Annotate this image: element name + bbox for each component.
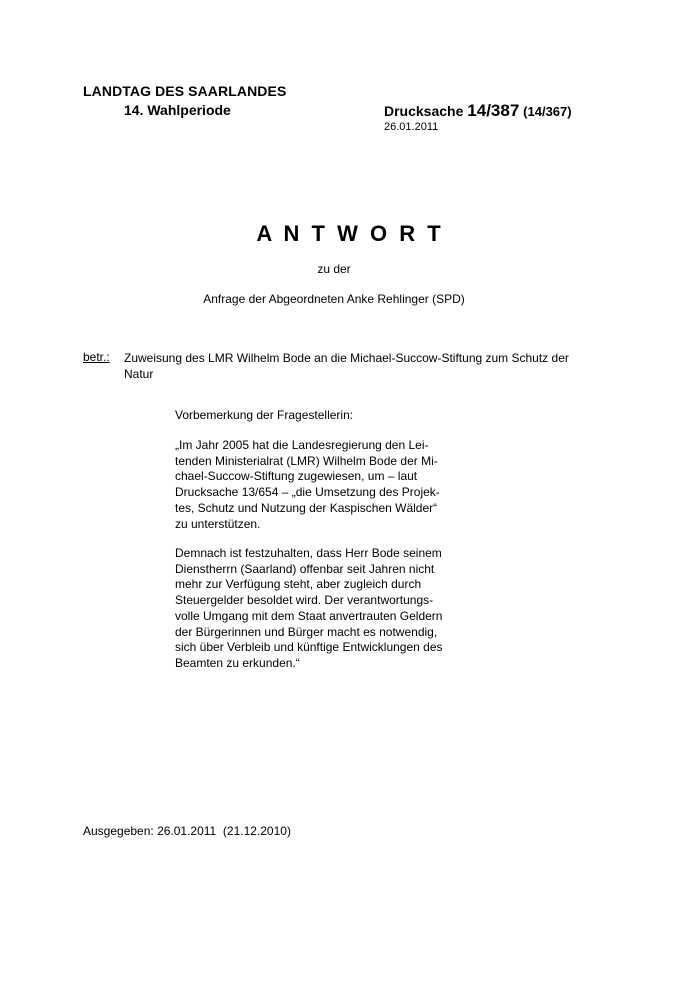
drucksache-number: 14/387: [467, 101, 520, 120]
legislative-period: 14. Wahlperiode: [124, 102, 231, 118]
document-date: 26.01.2011: [384, 121, 439, 133]
zu-der-line: zu der: [317, 262, 351, 276]
inquiry-line: Anfrage der Abgeordneten Anke Rehlinger (SPD): [203, 292, 465, 306]
remark-line: Drucksache 13/654 – „die Umsetzung des Projek-: [175, 485, 440, 500]
document-type-title: A N T W O R T: [256, 221, 444, 246]
remark-line: der Bürgerinnen und Bürger macht es notwendig,: [175, 624, 438, 639]
preliminary-remark-paragraph-1: [175, 438, 467, 532]
subject-line: Natur: [124, 367, 154, 381]
drucksache-label: Drucksache: [384, 103, 464, 119]
subject-text: [124, 350, 616, 382]
preliminary-remark-heading: Vorbemerkung der Fragestellerin:: [175, 408, 354, 422]
preliminary-remark-paragraph-2: [175, 546, 467, 672]
remark-line: Dienstherrn (Saarland) offenbar seit Jahren nicht: [175, 561, 435, 576]
remark-line: chael-Succow-Stiftung zugewiesen, um – laut: [175, 469, 418, 484]
remark-line: zu unterstützen.: [175, 516, 261, 531]
drucksache-reference: [384, 101, 572, 121]
remark-line: tenden Ministerialrat (LMR) Wilhelm Bode der Mi-: [175, 453, 438, 468]
subject-line: Zuweisung des LMR Wilhelm Bode an die Michael-Succow-Stiftung zum Schutz der: [124, 351, 569, 365]
remark-line: Demnach ist festzuhalten, dass Herr Bode seinem: [175, 546, 442, 560]
issued-date-line: Ausgegeben: 26.01.2011 (21.12.2010): [83, 824, 291, 838]
drucksache-prior-reference: (14/367): [523, 104, 572, 119]
remark-line: Beamten zu erkunden.“: [175, 655, 300, 670]
remark-line: tes, Schutz und Nutzung der Kaspischen Wälder“: [175, 500, 438, 515]
remark-line: Steuergelder besoldet wird. Der verantwortungs-: [175, 593, 434, 608]
remark-line: volle Umgang mit dem Staat anvertrauten Geldern: [175, 608, 443, 623]
remark-line: sich über Verbleib und künftige Entwicklungen des: [175, 640, 443, 655]
remark-line: „Im Jahr 2005 hat die Landesregierung den Lei-: [175, 438, 429, 452]
subject-label: betr.:: [83, 350, 110, 364]
remark-line: mehr zur Verfügung steht, aber zugleich durch: [175, 577, 422, 592]
parliament-name: LANDTAG DES SAARLANDES: [83, 83, 287, 99]
